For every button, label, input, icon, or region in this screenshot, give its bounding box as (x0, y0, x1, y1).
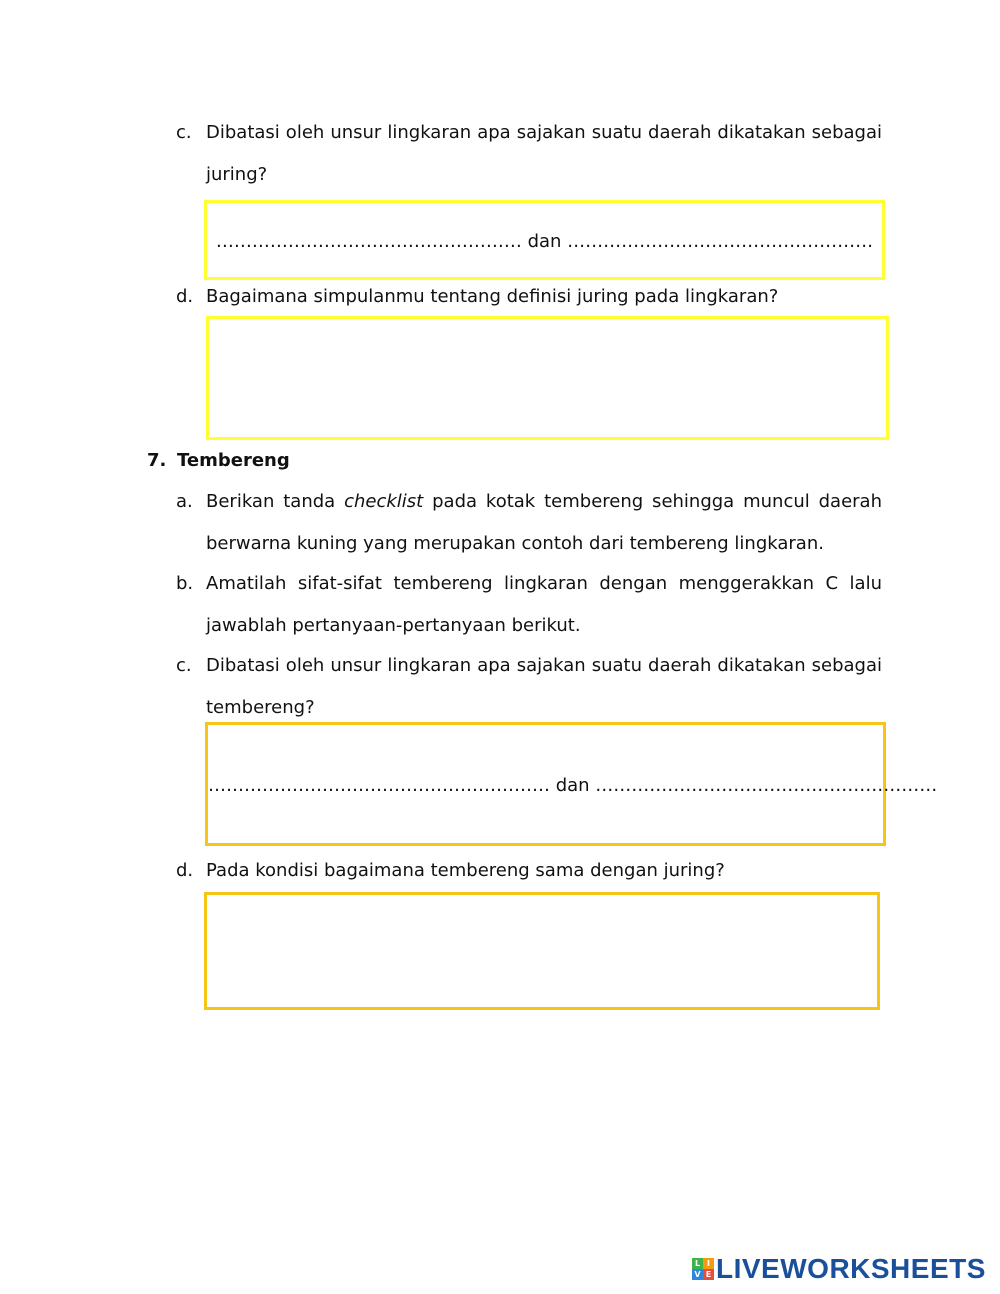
answer-blank-line[interactable]: …………………………………………… dan …………………………………………… (215, 231, 874, 252)
question-text (206, 563, 882, 647)
question-text (206, 645, 882, 729)
question-line-1: Dibatasi oleh unsur lingkaran apa sajakan suatu daerah dikatakan sebagai (206, 122, 882, 143)
question-line-2: juring? (206, 164, 268, 185)
answer-box-juring-boundaries[interactable] (204, 200, 885, 280)
answer-box-juring-definition[interactable] (206, 316, 889, 440)
question-c-juring (0, 112, 1000, 196)
answer-box-tembereng-boundaries[interactable] (205, 722, 938, 846)
logo-mark-letter: L (692, 1258, 703, 1269)
question-7d (0, 850, 1000, 892)
question-line-1: Dibatasi oleh unsur lingkaran apa sajakan suatu daerah dikatakan sebagai (206, 655, 882, 676)
question-d-juring (0, 276, 1000, 318)
logo-mark-letter: E (703, 1269, 714, 1280)
question-marker: a. (176, 491, 193, 512)
liveworksheets-logo (692, 1253, 986, 1285)
answer-blank-line[interactable]: ………………………………………………… dan ………………………………………………… (208, 775, 938, 796)
question-line-1: Pada kondisi bagaimana tembereng sama dengan juring? (206, 860, 725, 881)
text-run: pada kotak tembereng sehingga muncul daerah (423, 491, 882, 512)
question-marker: b. (176, 573, 194, 594)
question-line-2: berwarna kuning yang merupakan contoh dari tembereng lingkaran. (206, 533, 824, 554)
logo-mark-letter: I (703, 1258, 714, 1269)
question-7b (0, 563, 1000, 647)
question-line-1: Bagaimana simpulanmu tentang definisi juring pada lingkaran? (206, 286, 779, 307)
text-run: Berikan tanda (206, 491, 345, 512)
emphasis-text: checklist (344, 491, 424, 512)
logo-mark-letter: V (692, 1269, 703, 1280)
question-7c (0, 645, 1000, 729)
question-line-1: Amatilah sifat-sifat tembereng lingkaran dengan menggerakkan C lalu (206, 573, 882, 594)
question-7a (0, 481, 1000, 565)
logo-mark-icon (692, 1258, 714, 1280)
question-line-1 (206, 481, 882, 523)
question-marker: d. (176, 286, 194, 307)
question-marker: c. (176, 655, 192, 676)
question-text (206, 276, 882, 318)
question-text (206, 481, 882, 565)
answer-box-tembereng-condition[interactable] (204, 892, 880, 1010)
question-text (206, 112, 882, 196)
question-text (206, 850, 882, 892)
section-number: 7. (147, 450, 167, 471)
question-marker: d. (176, 860, 194, 881)
section-title: Tembereng (177, 450, 290, 471)
question-marker: c. (176, 122, 192, 143)
question-line-2: tembereng? (206, 697, 315, 718)
logo-text: LIVEWORKSHEETS (716, 1253, 986, 1284)
question-line-2: jawablah pertanyaan-pertanyaan berikut. (206, 615, 581, 636)
